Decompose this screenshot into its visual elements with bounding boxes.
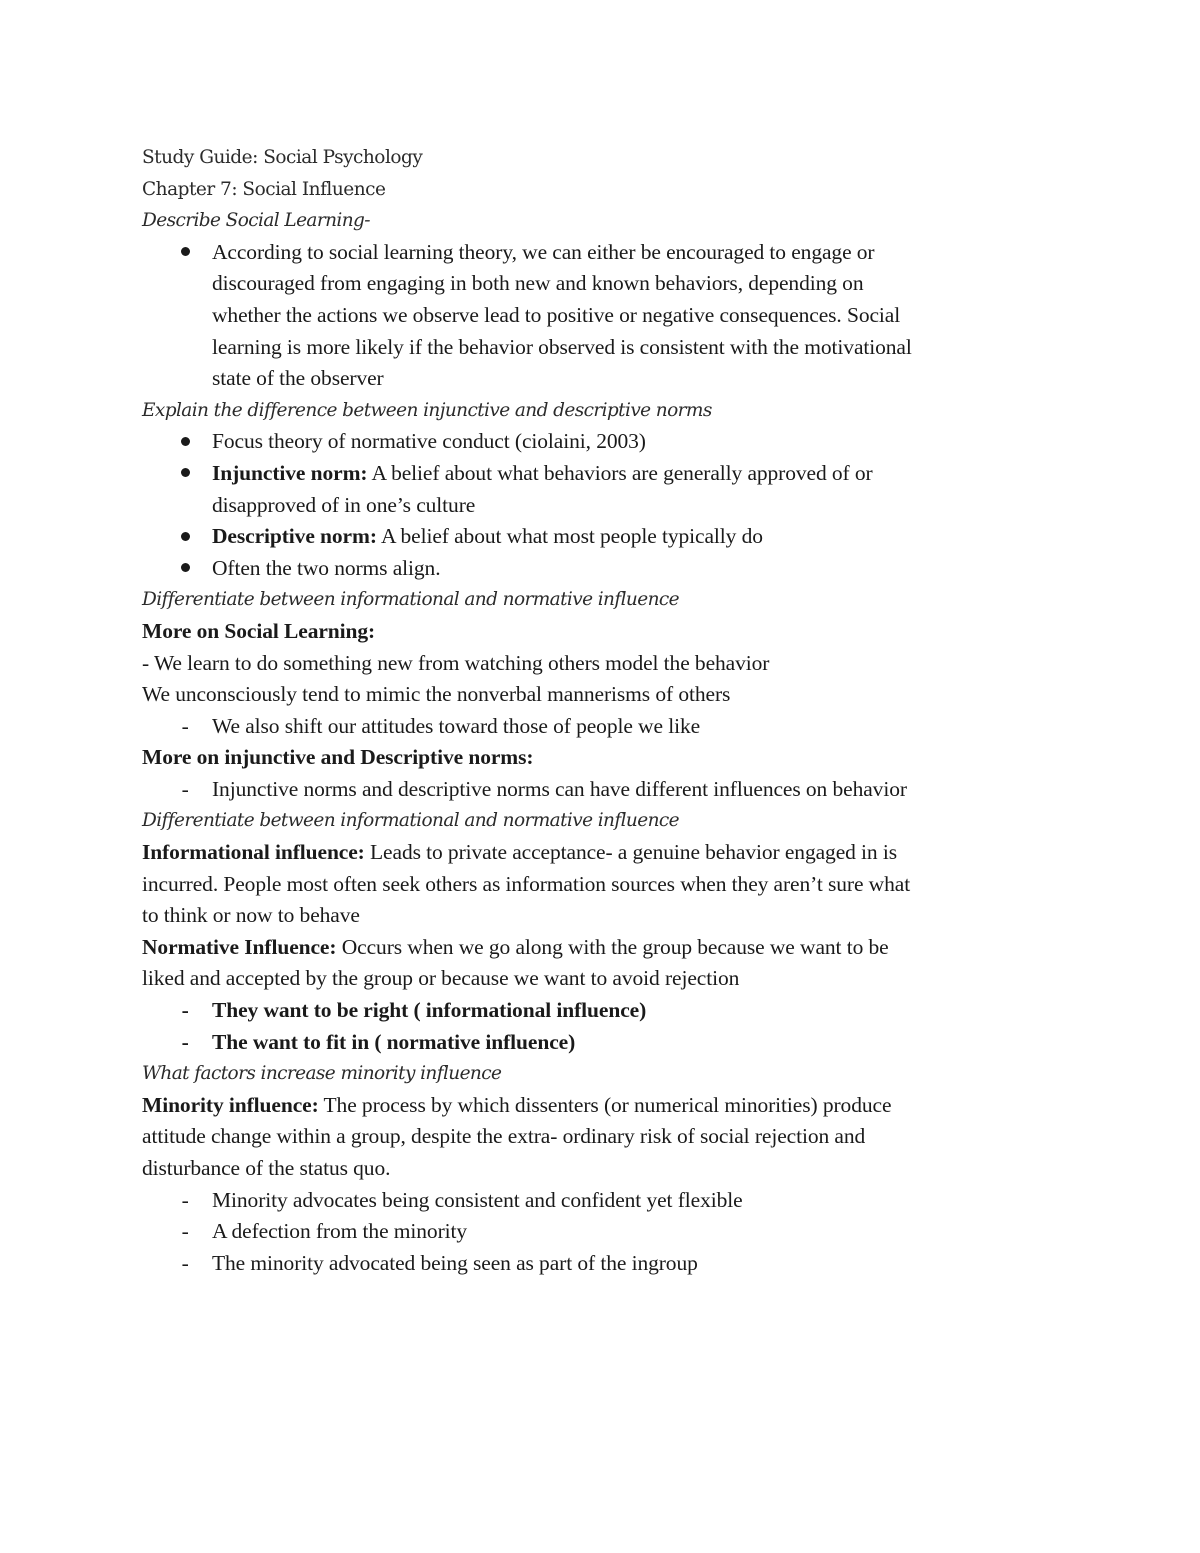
- document-content: [142, 142, 1072, 1279]
- attitudes-text: We also shift our attitudes toward those of people we like: [212, 713, 701, 738]
- align-text: Often the two norms align.: [212, 555, 441, 580]
- informational-label: Informational influence:: [142, 840, 365, 865]
- bullet-item-social-learning: [142, 237, 1072, 395]
- bullet-item-injunctive: [142, 458, 1072, 521]
- dash-marker: -: [181, 998, 189, 1023]
- bullet-marker: [170, 521, 200, 553]
- dash-item-right: [142, 995, 1072, 1027]
- informational-text-cont: to think or now to behave: [142, 903, 360, 928]
- heading-more-social-learning: More on Social Learning:: [142, 618, 376, 643]
- focus-theory-text: Focus theory of normative conduct (ciolaini, 2003): [212, 429, 646, 454]
- dash-marker: -: [181, 776, 189, 801]
- informational-text-cont: incurred. People most often seek others as information sources when they aren’t sure what: [142, 871, 911, 896]
- bullet-line: whether the actions we observe lead to positive or negative consequences. Social: [212, 302, 901, 327]
- bullet-marker: [170, 426, 200, 458]
- bullet-line: According to social learning theory, we can either be encouraged to engage or: [212, 239, 875, 264]
- dash-marker: -: [181, 1029, 189, 1054]
- bullet-line: discouraged from engaging in both new and known behaviors, depending on: [212, 271, 864, 296]
- minority-text-cont: attitude change within a group, despite the extra- ordinary risk of social rejection and: [142, 1124, 866, 1149]
- descriptive-label: Descriptive norm:: [212, 524, 377, 549]
- bullet-item-descriptive: [142, 521, 1072, 553]
- injunctive-label: Injunctive norm:: [212, 460, 368, 485]
- dash-marker: -: [181, 1219, 189, 1244]
- norms-item-text: Injunctive norms and descriptive norms can have different influences on behavior: [212, 776, 907, 801]
- prompt-social-learning: Describe Social Learning-: [142, 210, 370, 232]
- bullet-line: state of the observer: [212, 366, 384, 391]
- factor-text: The minority advocated being seen as part of the ingroup: [212, 1250, 698, 1275]
- factor-text: Minority advocates being consistent and confident yet flexible: [212, 1187, 743, 1212]
- bullet-marker: [170, 458, 200, 490]
- minority-text-cont: disturbance of the status quo.: [142, 1156, 391, 1180]
- dash-item-factor: [142, 1248, 1072, 1280]
- mimic-line: We unconsciously tend to mimic the nonverbal mannerisms of others: [142, 682, 731, 707]
- dash-item-norms: [142, 774, 1072, 806]
- informational-text: Leads to private acceptance- a genuine behavior engaged in is: [364, 840, 897, 865]
- dash-item-attitudes: [142, 711, 1072, 743]
- factor-text: A defection from the minority: [212, 1219, 468, 1244]
- injunctive-text: A belief about what behaviors are generally approved of or: [367, 460, 873, 485]
- chapter-title: Chapter 7: Social Influence: [142, 178, 386, 200]
- dash-item-factor: [142, 1185, 1072, 1217]
- bullet-item-align: [142, 553, 1072, 585]
- normative-label: Normative Influence:: [142, 934, 337, 959]
- bullet-marker: [170, 553, 200, 585]
- dash-item-factor: [142, 1216, 1072, 1248]
- descriptive-text: A belief about what most people typically do: [376, 524, 763, 549]
- dash-marker: -: [181, 1250, 189, 1275]
- minority-label: Minority influence:: [142, 1092, 319, 1117]
- right-text: They want to be right ( informational influence): [212, 998, 647, 1023]
- dash-item-fit: [142, 1027, 1072, 1059]
- bullet-item-focus-theory: [142, 426, 1072, 458]
- dash-marker: -: [181, 1187, 189, 1212]
- normative-text-cont: liked and accepted by the group or because we want to avoid rejection: [142, 966, 740, 991]
- dash-marker: -: [181, 713, 189, 738]
- injunctive-text-cont: disapproved of in one’s culture: [212, 492, 476, 517]
- heading-more-norms: More on injunctive and Descriptive norms:: [142, 745, 534, 770]
- prompt-influence-2: Differentiate between informational and normative influence: [142, 810, 680, 832]
- fit-text: The want to fit in ( normative influence): [212, 1029, 576, 1054]
- minority-text: The process by which dissenters (or numerical minorities) produce: [318, 1092, 892, 1117]
- bullet-marker: [170, 237, 200, 269]
- prompt-influence: Differentiate between informational and normative influence: [142, 589, 680, 611]
- normative-text: Occurs when we go along with the group because we want to be: [336, 934, 889, 959]
- document-title: Study Guide: Social Psychology: [142, 147, 423, 168]
- prompt-minority: What factors increase minority influence: [142, 1063, 502, 1085]
- bullet-line: learning is more likely if the behavior observed is consistent with the motivational: [212, 334, 912, 359]
- learn-new-line: - We learn to do something new from watching others model the behavior: [142, 650, 770, 675]
- prompt-norms: Explain the difference between injunctive and descriptive norms: [142, 399, 712, 421]
